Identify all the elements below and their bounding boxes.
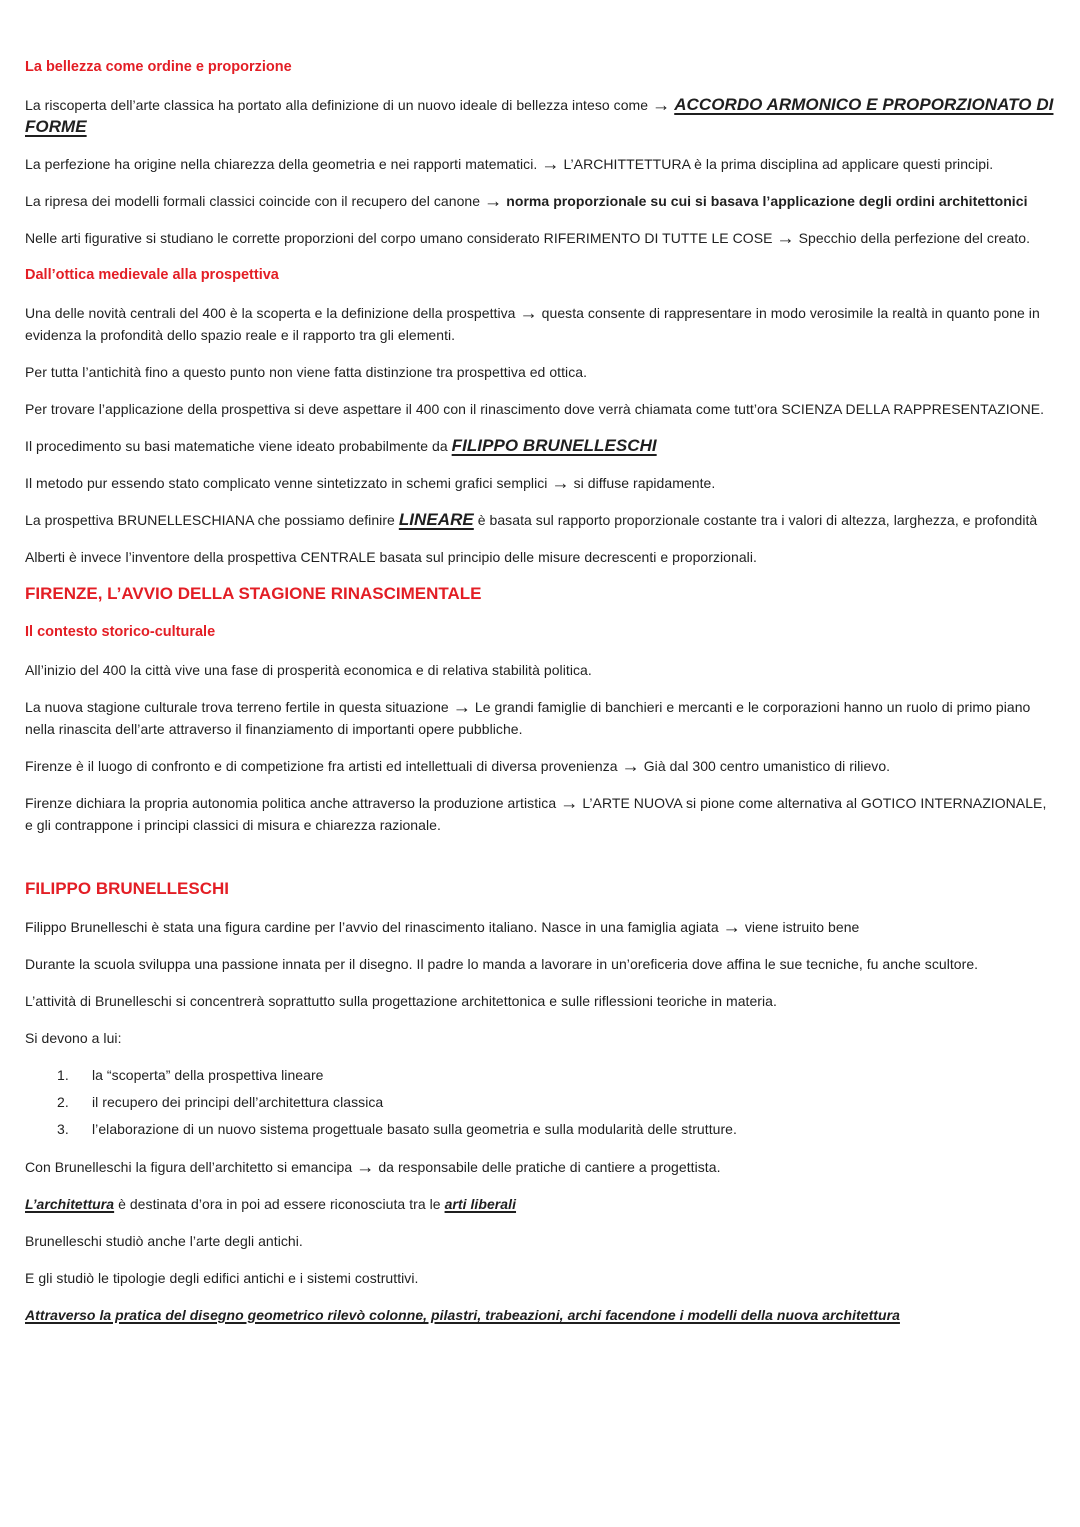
paragraph <box>25 1193 1055 1215</box>
right-arrow-icon: → <box>722 917 741 937</box>
right-arrow-icon: → <box>519 303 538 323</box>
text-run: La ripresa dei modelli formali classici coincide con il recupero del canone <box>25 193 485 209</box>
text-run: La prospettiva BRUNELLESCHIANA che possiamo definire <box>25 512 399 528</box>
list-item-number: 1. <box>57 1067 69 1083</box>
text-run: Il metodo pur essendo stato complicato venne sintetizzato in schemi grafici semplici <box>25 475 552 491</box>
text-run: Le grandi famiglie di banchieri e mercanti e le corporazioni hanno un ruolo di primo piano nella rinascita dell’arte attraverso il finanziamento di importanti opere pubbliche. <box>25 699 1031 737</box>
heading-text: Dall’ottica medievale alla prospettiva <box>25 267 279 283</box>
paragraph <box>25 916 1055 938</box>
text-run: L’attività di Brunelleschi si concentrerà soprattutto sulla progettazione architettonica e sulle riflessioni teoriche in materia. <box>25 993 777 1009</box>
text-run: L’ARTE NUOVA si pione come alternativa al GOTICO INTERNAZIONALE, e gli contrappone i principi classici di misura e chiarezza razionale. <box>25 795 1047 833</box>
right-arrow-icon: → <box>356 1157 375 1177</box>
text-run: La nuova stagione culturale trova terreno fertile in questa situazione <box>25 699 453 715</box>
text-run: ACCORDO ARMONICO E PROPORZIONATO DI FORME <box>25 95 1054 136</box>
text-run: Già dal 300 centro umanistico di rilievo. <box>639 758 891 774</box>
paragraph <box>25 153 1055 175</box>
section-heading <box>25 583 1055 605</box>
section-heading <box>25 878 1055 900</box>
paragraph <box>25 94 1055 138</box>
paragraph <box>25 990 1055 1012</box>
paragraph <box>25 755 1055 777</box>
right-arrow-icon: → <box>484 191 503 211</box>
text-run: Durante la scuola sviluppa una passione innata per il disegno. Il padre lo manda a lavorare in un’oreficeria dove affina le sue tecniche, fu anche scultore. <box>25 956 979 972</box>
paragraph <box>25 227 1055 249</box>
text-run: La perfezione ha origine nella chiarezza della geometria e nei rapporti matematici. <box>25 156 542 172</box>
paragraph <box>25 361 1055 383</box>
list-item-text: l’elaborazione di un nuovo sistema progettuale basato sulla geometria e sulla modularità delle strutture. <box>92 1121 737 1137</box>
text-run: questa consente di rappresentare in modo verosimile la realtà in quanto pone in evidenza la profondità dello spazio reale e il rapporto tra gli elementi. <box>25 305 1040 343</box>
text-run: Attraverso la pratica del disegno geometrico rilevò colonne, pilastri, trabeazioni, archi facendone i modelli della nuova architettura <box>25 1307 900 1323</box>
paragraph <box>25 659 1055 681</box>
text-run: La riscoperta dell’arte classica ha portato alla definizione di un nuovo ideale di bellezza inteso come <box>25 97 653 113</box>
text-run: Nelle arti figurative si studiano le corrette proporzioni del corpo umano considerato RIFERIMENTO DI TUTTE LE COSE <box>25 230 777 246</box>
text-run: Brunelleschi studiò anche l’arte degli antichi. <box>25 1233 303 1249</box>
text-run: Una delle novità centrali del 400 è la scoperta e la definizione della prospettiva <box>25 305 520 321</box>
text-run: Il procedimento su basi matematiche viene ideato probabilmente da <box>25 438 452 454</box>
text-run: Per tutta l’antichità fino a questo punto non viene fatta distinzione tra prospettiva ed ottica. <box>25 364 588 380</box>
text-run: All’inizio del 400 la città vive una fase di prosperità economica e di relativa stabilità politica. <box>25 662 592 678</box>
text-run: L’architettura <box>25 1196 115 1212</box>
text-run: FILIPPO BRUNELLESCHI <box>451 436 657 455</box>
paragraph <box>25 472 1055 494</box>
paragraph <box>25 1267 1055 1289</box>
heading-text: Il contesto storico-culturale <box>25 624 216 640</box>
heading-text: FIRENZE, L’AVVIO DELLA STAGIONE RINASCIMENTALE <box>25 584 482 603</box>
paragraph <box>25 302 1055 346</box>
list-item-text: il recupero dei principi dell’architettura classica <box>92 1094 384 1110</box>
list-item-text: la “scoperta” della prospettiva lineare <box>92 1067 324 1083</box>
right-arrow-icon: → <box>452 697 471 717</box>
right-arrow-icon: → <box>776 228 795 248</box>
paragraph <box>25 509 1055 531</box>
text-run: arti liberali <box>444 1196 517 1212</box>
sub-heading <box>25 264 1055 286</box>
sub-heading <box>25 621 1055 643</box>
list-item-number: 3. <box>57 1121 69 1137</box>
text-run: Specchio della perfezione del creato. <box>794 230 1031 246</box>
paragraph <box>25 398 1055 420</box>
right-arrow-icon: → <box>560 793 579 813</box>
text-run: Si devono a lui: <box>25 1030 122 1046</box>
right-arrow-icon: → <box>541 154 560 174</box>
text-run: viene istruito bene <box>740 919 860 935</box>
list-item-number: 2. <box>57 1094 69 1110</box>
numbered-list <box>25 1064 1055 1140</box>
text-run: Firenze è il luogo di confronto e di competizione fra artisti ed intellettuali di diversa provenienza <box>25 758 622 774</box>
text-run: si diffuse rapidamente. <box>569 475 716 491</box>
list-item <box>25 1091 1055 1113</box>
paragraph <box>25 1230 1055 1252</box>
text-run: da responsabile delle pratiche di cantiere a progettista. <box>374 1159 721 1175</box>
text-run: Filippo Brunelleschi è stata una figura cardine per l’avvio del rinascimento italiano. Nasce in una famiglia agiata <box>25 919 723 935</box>
text-run: è basata sul rapporto proporzionale costante tra i valori di altezza, larghezza, e profondità <box>473 512 1038 528</box>
heading-text: FILIPPO BRUNELLESCHI <box>25 879 230 898</box>
paragraph <box>25 953 1055 975</box>
paragraph <box>25 696 1055 740</box>
paragraph <box>25 1156 1055 1178</box>
paragraph <box>25 1027 1055 1049</box>
right-arrow-icon: → <box>621 756 640 776</box>
text-run: Firenze dichiara la propria autonomia politica anche attraverso la produzione artistica <box>25 795 561 811</box>
text-run: E gli studiò le tipologie degli edifici antichi e i sistemi costruttivi. <box>25 1270 419 1286</box>
paragraph <box>25 546 1055 568</box>
paragraph <box>25 435 1055 457</box>
text-run: LINEARE <box>398 510 474 529</box>
list-item <box>25 1064 1055 1086</box>
text-run: Per trovare l’applicazione della prospettiva si deve aspettare il 400 con il rinascimento dove verrà chiamata come tutt’ora SCIENZA DELLA RAPPRESENTAZIONE. <box>25 401 1045 417</box>
paragraph <box>25 1304 1055 1326</box>
paragraph <box>25 190 1055 212</box>
paragraph <box>25 792 1055 836</box>
heading-text: La bellezza come ordine e proporzione <box>25 59 292 75</box>
right-arrow-icon: → <box>652 95 671 115</box>
sub-heading <box>25 56 1055 78</box>
text-run: norma proporzionale su cui si basava l’applicazione degli ordini architettonici <box>506 193 1028 209</box>
list-item <box>25 1118 1055 1140</box>
text-run: è destinata d’ora in poi ad essere riconosciuta tra le <box>114 1196 445 1212</box>
text-run: Con Brunelleschi la figura dell’architetto si emancipa <box>25 1159 357 1175</box>
text-run: Alberti è invece l’inventore della prospettiva CENTRALE basata sul principio delle misure decrescenti e proporzionali. <box>25 549 757 565</box>
text-run: L’ARCHITTETTURA è la prima disciplina ad applicare questi principi. <box>559 156 994 172</box>
right-arrow-icon: → <box>551 473 570 493</box>
